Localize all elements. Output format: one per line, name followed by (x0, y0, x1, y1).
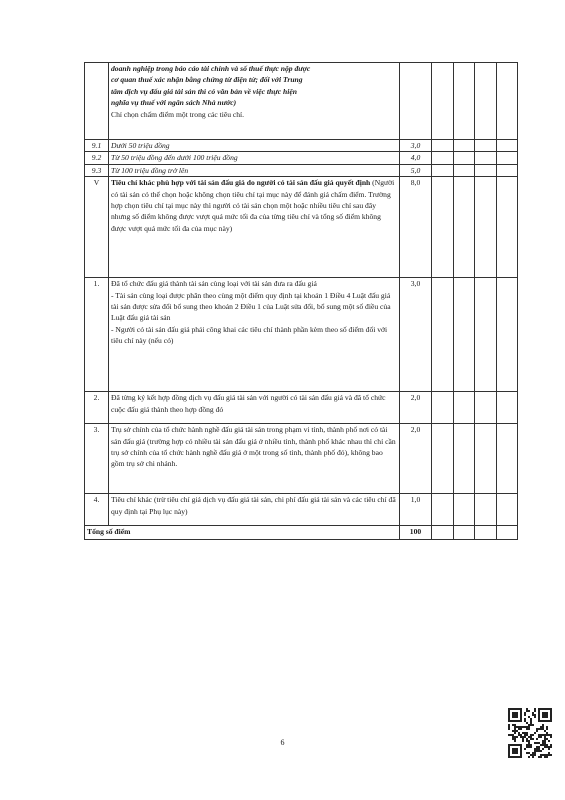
row-number: 2. (85, 392, 109, 424)
criterion-text-cell (109, 278, 400, 392)
score-value: 3,0 (400, 140, 432, 152)
row-number: 1. (85, 278, 109, 392)
section-title: Tiêu chí khác phù hợp với tài sản đấu giá do người có tài sản đấu giá quyết định (111, 178, 371, 188)
section-v-row (85, 177, 518, 278)
sub-row (85, 152, 518, 164)
criterion-text: Từ 100 triệu đồng trở lên (109, 164, 400, 176)
score-cell (400, 63, 432, 140)
total-label: Tổng số điểm (85, 526, 400, 540)
criterion-text: Dưới 50 triệu đồng (109, 140, 400, 152)
qr-code-icon (508, 708, 552, 758)
row-number-cell (85, 63, 109, 140)
criterion-line: - Tài sản cùng loại được phân theo cùng một điểm quy định tại khoản 1 Điều 4 Luật đấu giá tài sản được sửa đổi bổ sung theo khoản 2 Điều 1 của Luật sửa đổi, bổ sung một số điều của Luật đấu giá tài sản (111, 290, 391, 323)
score-value: 5,0 (400, 164, 432, 176)
total-score: 100 (400, 526, 432, 540)
criterion-row (85, 392, 518, 424)
score-value: 2,0 (400, 424, 432, 494)
criterion-row (85, 424, 518, 494)
row-number: 3. (85, 424, 109, 494)
selection-note: Chỉ chọn chấm điểm một trong các tiêu chí. (111, 109, 245, 119)
score-value: 2,0 (400, 392, 432, 424)
page-number: 6 (280, 738, 285, 747)
criterion-text: Từ 50 triệu đồng đến dưới 100 triệu đồng (109, 152, 400, 164)
criterion-row (85, 494, 518, 526)
score-value: 3,0 (400, 278, 432, 392)
italic-line: nghĩa vụ thuế với ngân sách Nhà nước) (111, 98, 237, 108)
criterion-text: Trụ sở chính của tổ chức hành nghề đấu giá tài sản trong phạm vi tỉnh, thành phố nơi có tài sản đấu giá (trường hợp có nhiều tài sản đấu giá ở nhiều tỉnh, thành phố khác nhau thì chỉ cần trụ sở chính của tổ chức hành nghề đấu giá ở một trong số tỉnh, thành phố đó), không bao gồm trụ sở chi nhánh. (109, 424, 400, 494)
continuation-row (85, 63, 518, 140)
section-number: V (85, 177, 109, 278)
italic-line: doanh nghiệp trong báo cáo tài chính và số thuế thực nộp được (111, 64, 311, 73)
italic-line: tâm dịch vụ đấu giá tài sản thì có văn bản về việc thực hiện (111, 86, 297, 96)
criterion-row (85, 278, 518, 392)
criterion-text-cell (109, 63, 400, 140)
row-number: 4. (85, 494, 109, 526)
scoring-table (84, 62, 518, 540)
total-row (85, 526, 518, 540)
italic-line: cơ quan thuế xác nhận bằng chứng từ điện tử; đối với Trung (111, 75, 303, 85)
score-value: 1,0 (400, 494, 432, 526)
score-value: 4,0 (400, 152, 432, 164)
section-description: (Người có tài sản có thể chọn hoặc không chọn tiêu chí tại mục này để đánh giá chấm điểm. Trường hợp chọn tiêu chí tại mục này thì người có tài sản chọn một hoặc nhiều tiêu chí sau đây nhưng số điểm không được vượt quá mức tối đa của từng tiêu chí và tổng số điểm không được vượt quá mức tối đa của mục này) (111, 178, 395, 233)
sub-row (85, 164, 518, 176)
score-value: 8,0 (400, 177, 432, 278)
criterion-line: - Người có tài sản đấu giá phải công khai các tiêu chí thành phần kèm theo số điểm đối với tiêu chí này (nếu có) (111, 324, 388, 346)
criterion-line: Đã tổ chức đấu giá thành tài sản cùng loại với tài sản đưa ra đấu giá (111, 279, 317, 289)
sub-row (85, 140, 518, 152)
row-number: 9.1 (85, 140, 109, 152)
criterion-text: Đã từng ký kết hợp đồng dịch vụ đấu giá tài sản với người có tài sản đấu giá và đã tổ chức cuộc đấu giá thành theo hợp đồng đó (109, 392, 400, 424)
row-number: 9.3 (85, 164, 109, 176)
criterion-text: Tiêu chí khác (trừ tiêu chí giá dịch vụ đấu giá tài sản, chi phí đấu giá tài sản và các tiêu chí đã quy định tại Phụ lục này) (109, 494, 400, 526)
row-number: 9.2 (85, 152, 109, 164)
section-text-cell (109, 177, 400, 278)
